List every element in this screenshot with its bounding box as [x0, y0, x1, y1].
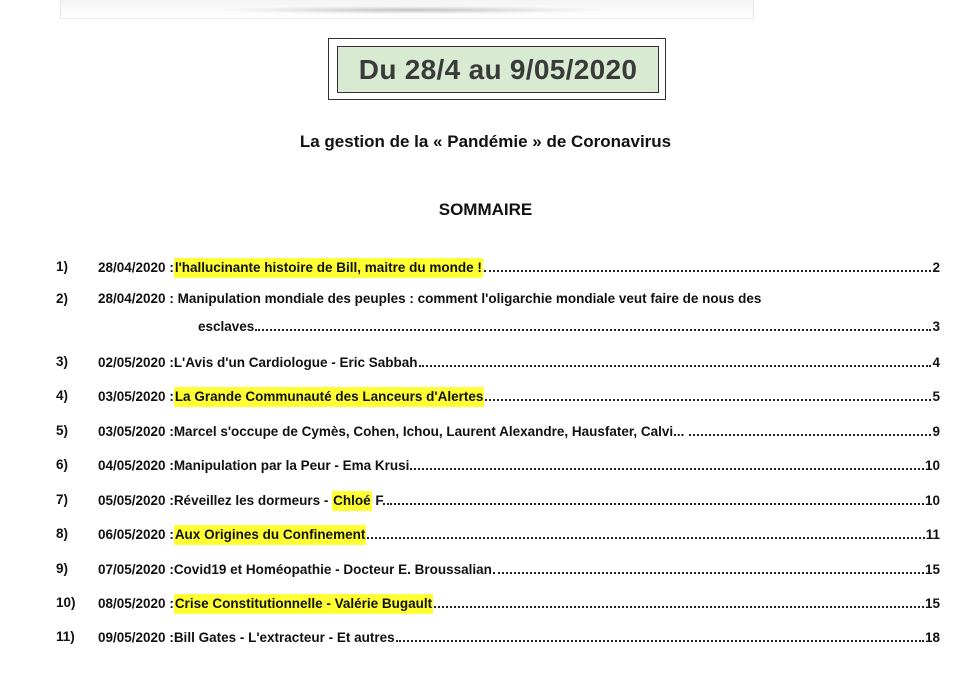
- toc-entry-date: 02/05/2020 :: [98, 355, 174, 370]
- toc-entry-date: 08/05/2020 :: [98, 596, 174, 611]
- toc-leader-dots: [255, 316, 931, 331]
- toc-entry-page[interactable]: 4: [932, 355, 940, 370]
- top-page-edge: [60, 0, 754, 19]
- toc-entry-page[interactable]: 11: [925, 527, 940, 542]
- toc-entry-10[interactable]: [56, 593, 940, 613]
- toc-entry-date: 05/05/2020 :: [98, 493, 174, 508]
- toc-entry-date: 09/05/2020 :: [98, 630, 174, 645]
- toc-entry-9[interactable]: [56, 559, 940, 579]
- toc-entry-number: 1): [56, 259, 69, 274]
- toc-entry-page[interactable]: 15: [924, 596, 940, 611]
- toc-entry-7[interactable]: [56, 490, 940, 510]
- toc-entry-3[interactable]: [56, 352, 940, 372]
- page-shadow: [221, 6, 601, 14]
- toc-entry-title[interactable]: Covid19 et Homéopathie - Docteur E. Broussalian: [173, 562, 492, 577]
- toc-entry-title[interactable]: La Grande Communauté des Lanceurs d'Alertes: [174, 387, 485, 407]
- toc-entry-1[interactable]: [56, 257, 940, 277]
- toc-leader-dots: [484, 257, 932, 272]
- summary-heading: SOMMAIRE: [438, 200, 533, 219]
- toc-entry-number: 4): [56, 388, 69, 403]
- toc-entry-number: 10): [56, 595, 76, 610]
- toc-leader-dots: [689, 421, 931, 436]
- toc-entry-6[interactable]: [56, 455, 940, 475]
- toc-entry-number: 6): [56, 457, 69, 472]
- toc-entry-page[interactable]: 9: [932, 424, 940, 439]
- toc-entry-title[interactable]: l'hallucinante histoire de Bill, maitre du monde !: [174, 258, 483, 278]
- toc-entry-title[interactable]: Manipulation par la Peur - Ema Krusi: [173, 458, 410, 473]
- toc-leader-dots: [367, 524, 924, 539]
- toc-entry-date: 07/05/2020 :: [98, 562, 174, 577]
- toc-entry-date: 03/05/2020 :: [98, 424, 174, 439]
- toc-leader-dots: [387, 490, 924, 505]
- toc-entry-title[interactable]: Marcel s'occupe de Cymès, Cohen, Ichou, Laurent Alexandre, Hausfater, Calvi...: [173, 424, 689, 439]
- toc-leader-dots: [419, 352, 932, 367]
- toc-entry-title-prefix[interactable]: Réveillez les dormeurs -: [173, 493, 333, 508]
- toc-entry-title[interactable]: L'Avis d'un Cardiologue - Eric Sabbah: [173, 355, 418, 370]
- toc-entry-5[interactable]: [56, 421, 940, 441]
- toc-entry-title-highlight[interactable]: Chloé: [332, 491, 372, 511]
- toc-entry-page[interactable]: 3: [932, 319, 940, 334]
- toc-entry-page[interactable]: 5: [932, 389, 940, 404]
- toc-entry-date: 06/05/2020 :: [98, 527, 174, 542]
- document-subtitle: La gestion de la « Pandémie » de Coronavirus: [299, 132, 672, 151]
- toc-entry-page[interactable]: 10: [924, 458, 940, 473]
- toc-entry-number: 7): [56, 492, 69, 507]
- toc-entry-8[interactable]: [56, 524, 940, 544]
- toc-leader-dots: [396, 627, 924, 642]
- toc-entry-2[interactable]: [98, 289, 940, 309]
- toc-entry-page[interactable]: 15: [924, 562, 940, 577]
- toc-entry-date: 28/04/2020 :: [98, 260, 174, 275]
- date-range-title: Du 28/4 au 9/05/2020: [337, 46, 659, 93]
- toc-entry-page[interactable]: 2: [932, 260, 940, 275]
- toc-entry-number: 11): [56, 629, 75, 644]
- toc-entry-number: 8): [56, 526, 69, 541]
- toc-entry-number: 5): [56, 423, 69, 438]
- toc-leader-dots: [434, 593, 924, 608]
- toc-leader-dots: [410, 455, 924, 470]
- toc-entry-number: 9): [56, 561, 69, 576]
- toc-entry-title[interactable]: Bill Gates - L'extracteur - Et autres: [173, 630, 395, 645]
- toc-entry-4[interactable]: [56, 386, 940, 406]
- toc-entry-date: 03/05/2020 :: [98, 389, 174, 404]
- toc-entry-title-continued[interactable]: esclaves: [198, 319, 255, 334]
- toc-entry-number: 3): [56, 354, 69, 369]
- toc-entry-date: 28/04/2020 :: [98, 291, 178, 306]
- toc-entry-date: 04/05/2020 :: [98, 458, 174, 473]
- toc-entry-2-continued[interactable]: [198, 316, 940, 337]
- toc-leader-dots: [493, 559, 924, 574]
- toc-entry-title[interactable]: Aux Origines du Confinement: [174, 525, 367, 545]
- toc-entry-title-suffix[interactable]: F.: [371, 493, 386, 508]
- toc-entry-11[interactable]: [56, 627, 940, 647]
- toc-entry-page[interactable]: 18: [924, 630, 940, 645]
- toc-leader-dots: [485, 386, 931, 401]
- toc-entry-title[interactable]: Manipulation mondiale des peuples : comment l'oligarchie mondiale veut faire de nous des: [177, 291, 762, 306]
- toc-entry-number: 2): [56, 291, 69, 306]
- toc-entry-title[interactable]: Crise Constitutionnelle - Valérie Bugault: [174, 594, 433, 614]
- toc-entry-page[interactable]: 10: [924, 493, 940, 508]
